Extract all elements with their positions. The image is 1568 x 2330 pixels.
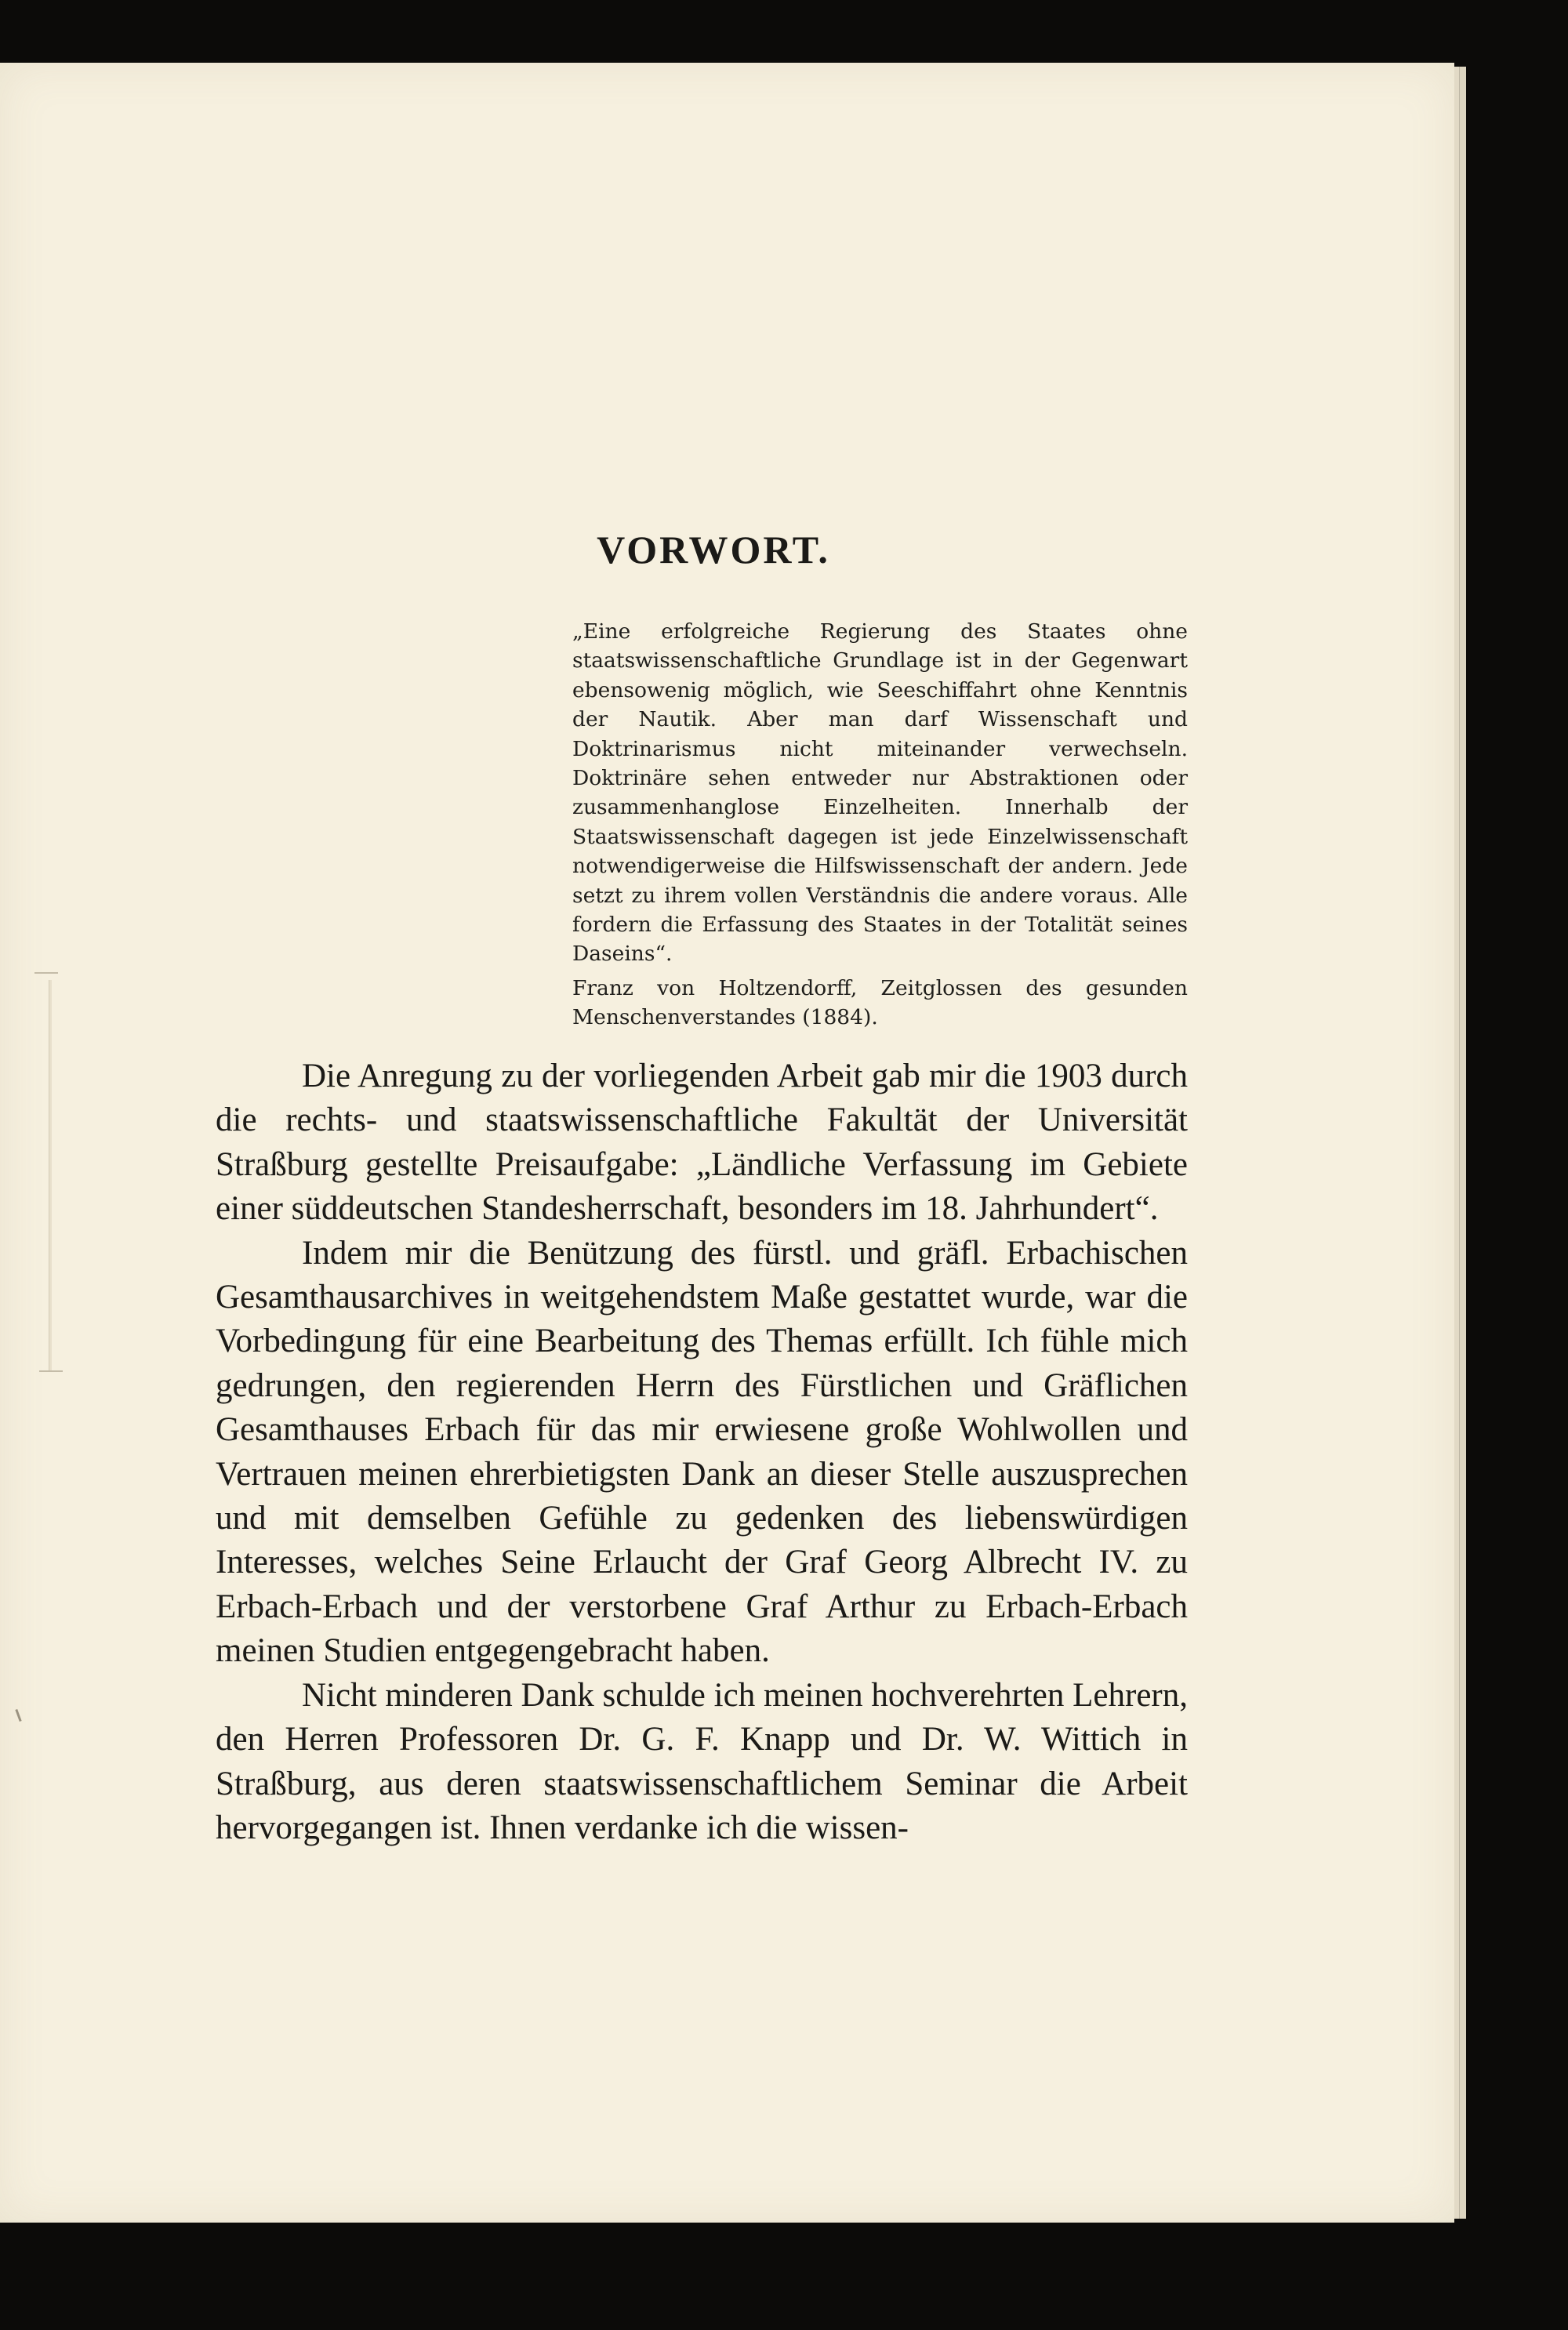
page-title <box>0 527 1427 572</box>
paragraph: Nicht minderen Dank schulde ich meinen hochverehrten Lehrern, den Herren Professoren Dr. G. F. Knapp und Dr. W. Wittich in Straßburg, aus deren staatswissenschaftlichem Seminar die Arbeit hervorgegangen ist. Ihnen verdanke ich die wissen- <box>216 1676 1188 1846</box>
margin-mark <box>15 1709 21 1722</box>
epigraph-source: Franz von Holtzendorff, Zeitglossen des gesunden Menschenverstandes (1884). <box>572 975 1188 1030</box>
page-stack-edge <box>1459 67 1466 2219</box>
paragraph: Indem mir die Benützung des fürstl. und gräfl. Erbachischen Gesamthausarchives in weitgehendstem Maße gestattet wurde, war die Vorbedingung für eine Bearbeitung des Themas erfüllt. Ich fühle mich gedrungen, den regierenden Herrn des Fürstlichen und Gräflichen Gesamthauses Erbach für das mir erwiesene große Wohlwollen und Vertrauen meinen ehrerbietigsten Dank an dieser Stelle auszusprechen und mit demselben Gefühle zu gedenken des liebenswürdigen Interesses, welches Seine Erlaucht der Graf Georg Albrecht IV. zu Erbach-Erbach und der verstorbene Graf Arthur zu Erbach-Erbach meinen Studien entgegengebracht haben. <box>216 1234 1188 1670</box>
binding-fold-mark <box>49 980 52 1372</box>
margin-mark <box>34 972 58 974</box>
epigraph-quote: „Eine erfolgreiche Regierung des Staates ohne staatswissenschaftliche Grundlage ist in der Gegenwart ebensowenig möglich, wie Seeschiffahrt ohne Kenntnis der Nautik. Aber man darf Wissenschaft und Doktrinarismus nicht miteinander verwechseln. Doktrinäre sehen entweder nur Abstraktionen oder zusammenhanglose Einzelheiten. Innerhalb der Staatswissenschaft dagegen ist jede Einzelwissenschaft notwendigerweise die Hilfswissenschaft der andern. Jede setzt zu ihrem vollen Verständnis die andere voraus. Alle fordern die Erfassung des Staates in der Totalität seines Daseins“. <box>572 619 1188 967</box>
epigraph <box>572 617 1188 1033</box>
margin-mark <box>39 1370 63 1372</box>
body-text <box>216 1054 1188 1850</box>
paragraph: Die Anregung zu der vorliegenden Arbeit gab mir die 1903 durch die rechts- und staatswissenschaftliche Fakultät der Universität Straßburg gestellte Preisaufgabe: „Ländliche Verfassung im Gebiete einer süddeutschen Standesherrschaft, besonders im 18. Jahrhundert“. <box>216 1058 1188 1228</box>
page-title-text: VORWORT. <box>597 528 830 572</box>
